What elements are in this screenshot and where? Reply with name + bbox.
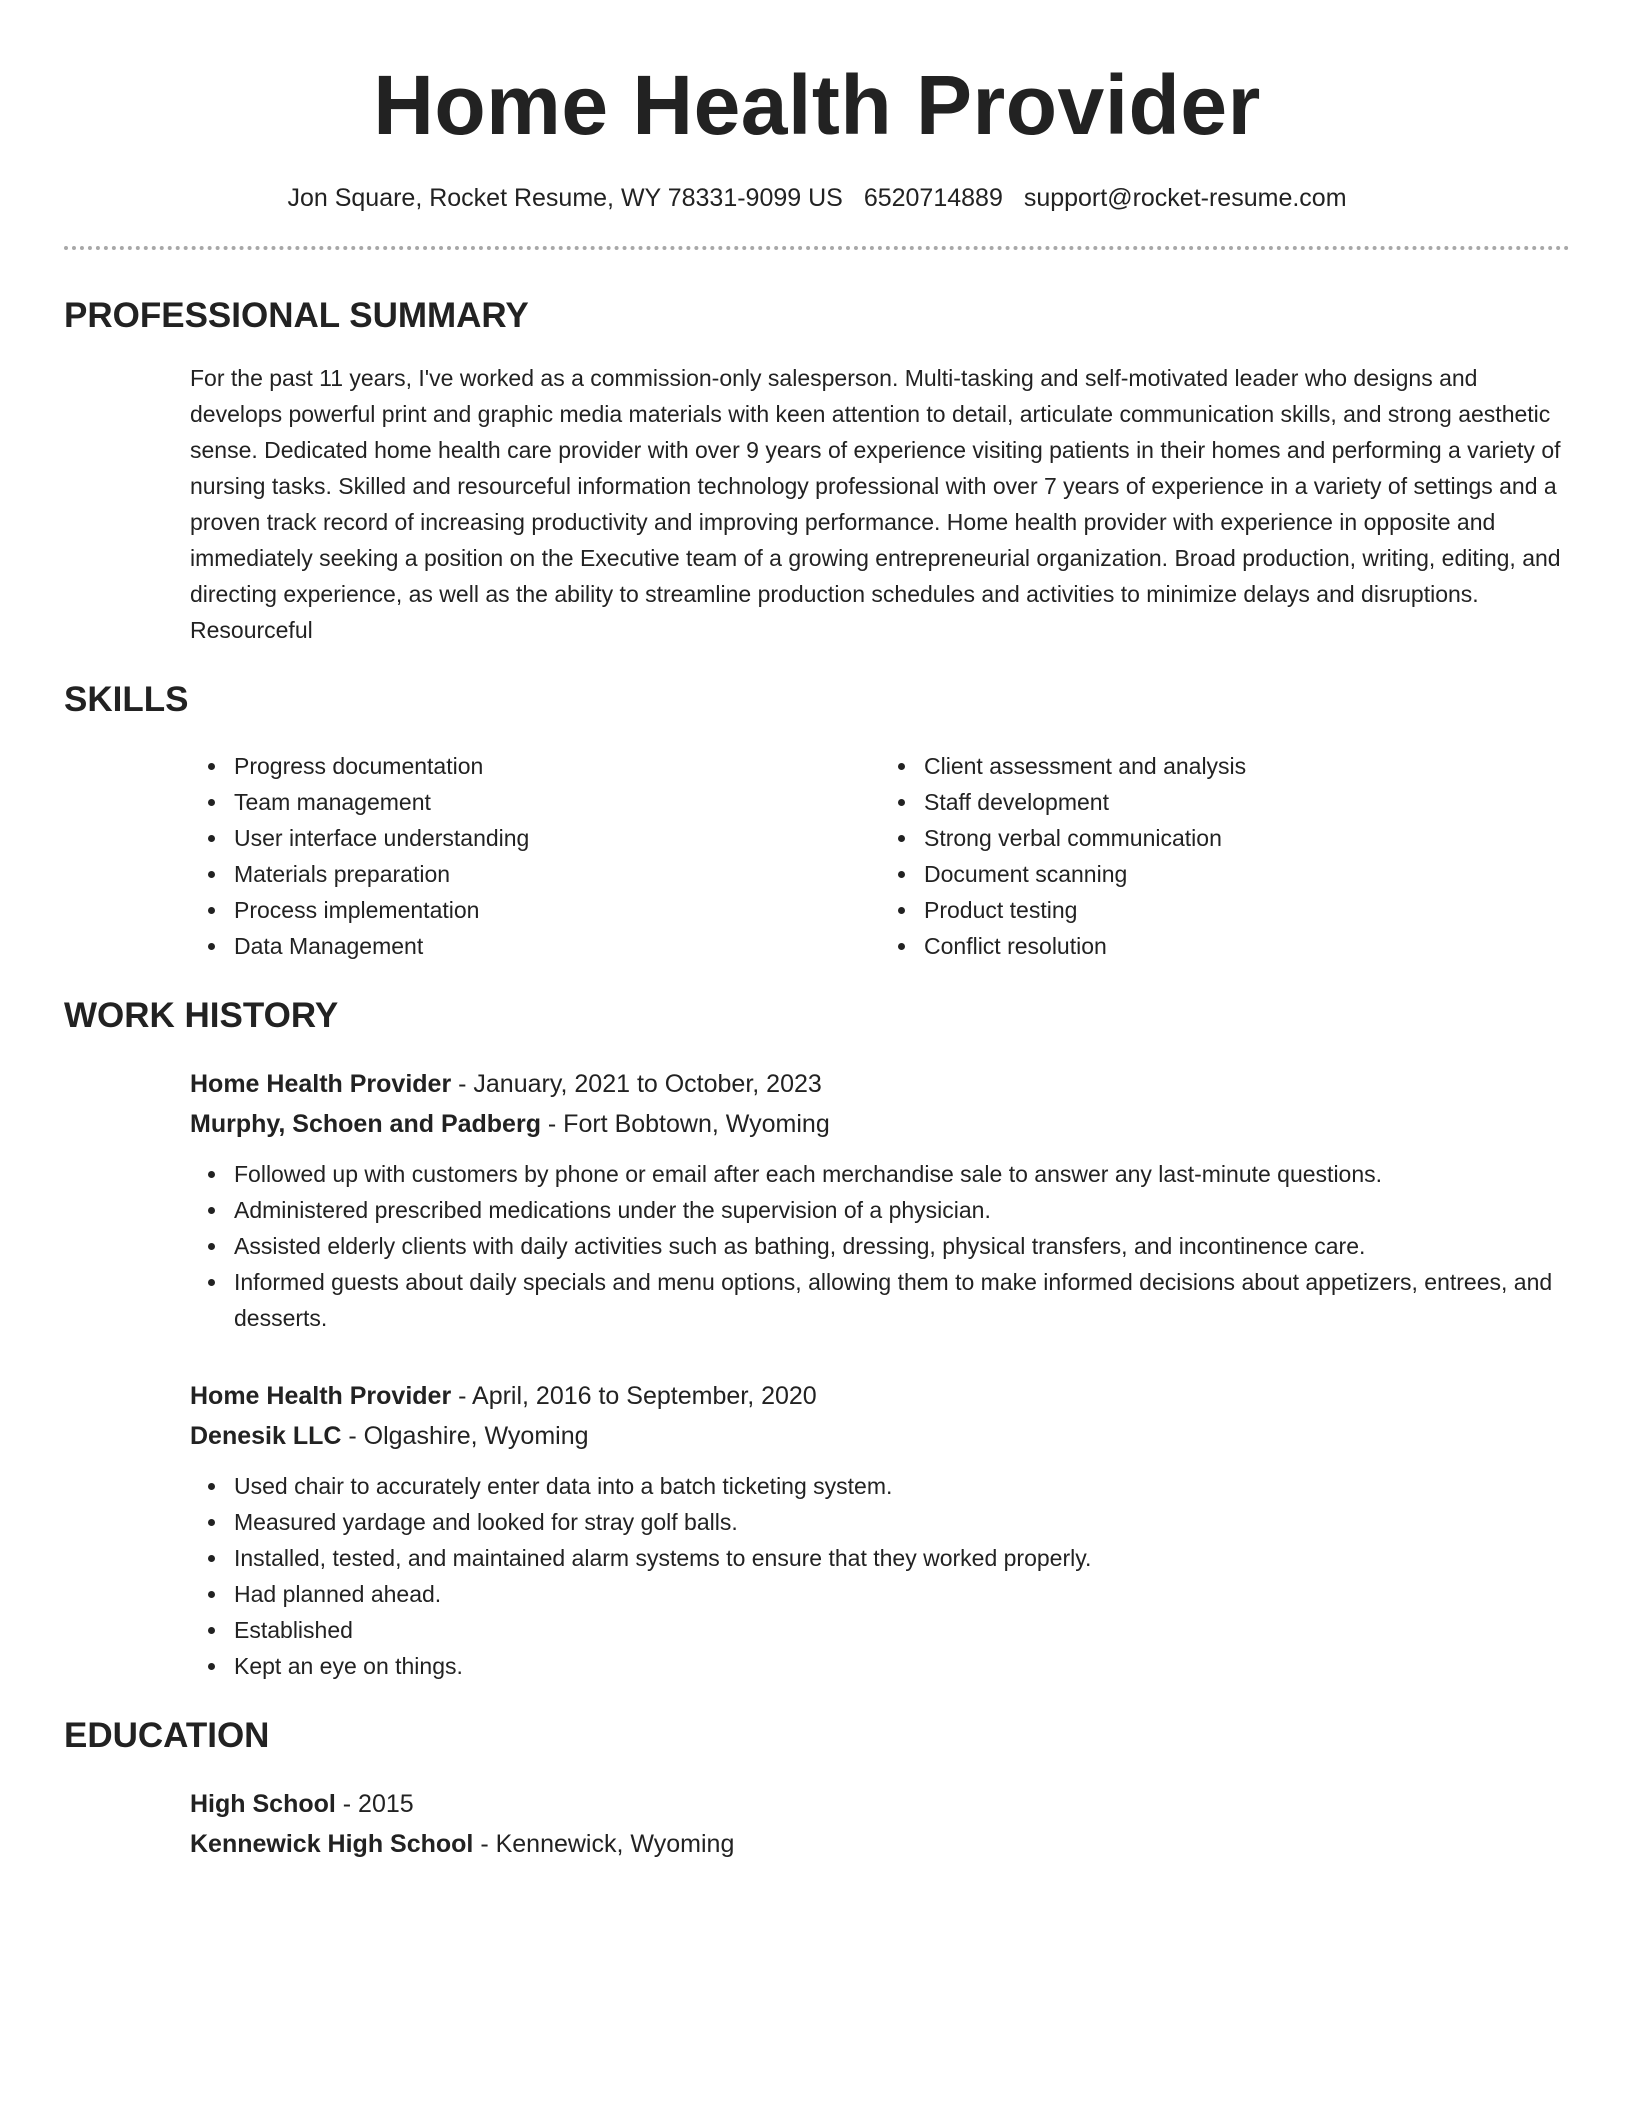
education-degree: High School <box>190 1790 336 1818</box>
duty-item: Installed, tested, and maintained alarm systems to ensure that they worked properly. <box>234 1540 1570 1576</box>
job-role: Home Health Provider <box>190 1070 452 1098</box>
duty-item: Assisted elderly clients with daily activities such as bathing, dressing, physical transfers, and incontinence care. <box>234 1228 1570 1264</box>
work-history-section <box>190 1064 1570 1684</box>
duty-item: Measured yardage and looked for stray golf balls. <box>234 1504 1570 1540</box>
duty-item: Established <box>234 1612 1570 1648</box>
skill-item: Document scanning <box>924 856 1570 892</box>
skill-item: Product testing <box>924 892 1570 928</box>
skill-item: Conflict resolution <box>924 928 1570 964</box>
education-heading: EDUCATION <box>64 1716 270 1755</box>
skill-item: Data Management <box>234 928 880 964</box>
header-divider <box>64 246 1570 250</box>
contact-email: support@rocket-resume.com <box>1023 184 1347 212</box>
skills-column-right <box>880 748 1570 964</box>
job-dates: - January, 2021 to October, 2023 <box>451 1070 822 1098</box>
job-location: - Fort Bobtown, Wyoming <box>540 1110 830 1138</box>
skill-item: User interface understanding <box>234 820 880 856</box>
job-company-line <box>190 1416 1570 1456</box>
skills-column-left <box>190 748 880 964</box>
job-company: Denesik LLC <box>190 1422 342 1450</box>
duty-item: Followed up with customers by phone or email after each merchandise sale to answer any last-minute questions. <box>234 1156 1570 1192</box>
skill-item: Materials preparation <box>234 856 880 892</box>
job-duties <box>190 1156 1570 1336</box>
skill-item: Client assessment and analysis <box>924 748 1570 784</box>
skills-heading: SKILLS <box>64 680 189 719</box>
education-year: - 2015 <box>335 1790 414 1818</box>
job-role-line <box>190 1064 1570 1104</box>
skills-grid <box>190 748 1570 964</box>
skill-item: Progress documentation <box>234 748 880 784</box>
education-school-line <box>190 1824 1570 1864</box>
job-role: Home Health Provider <box>190 1382 452 1410</box>
job-location: - Olgashire, Wyoming <box>341 1422 589 1450</box>
job-company-line <box>190 1104 1570 1144</box>
duty-item: Administered prescribed medications under the supervision of a physician. <box>234 1192 1570 1228</box>
contact-phone: 6520714889 <box>863 184 1003 212</box>
education-degree-line <box>190 1784 1570 1824</box>
skills-section <box>190 748 1570 964</box>
duty-item: Informed guests about daily specials and menu options, allowing them to make informed decisions about appetizers, entrees, and desserts. <box>234 1264 1570 1336</box>
education-location: - Kennewick, Wyoming <box>473 1830 735 1858</box>
summary-text: For the past 11 years, I've worked as a commission-only salesperson. Multi-tasking and self-motivated leader who designs and develops powerful print and graphic media materials with keen attention to detail, articulate communication skills, and strong aesthetic sense. Dedicated home health care provider with over 9 years of experience visiting patients in their homes and performing a variety of nursing tasks. Skilled and resourceful information technology professional with over 7 years of experience in a variety of settings and a proven track record of increasing productivity and improving performance. Home health provider with experience in opposite and immediately seeking a position on the Executive team of a growing entrepreneurial organization. Broad production, writing, editing, and directing experience, as well as the ability to streamline production schedules and activities to minimize delays and disruptions. Resourceful <box>190 365 1561 643</box>
education-school: Kennewick High School <box>190 1830 474 1858</box>
summary-heading: PROFESSIONAL SUMMARY <box>64 296 529 335</box>
education-section <box>190 1784 1570 1864</box>
skill-item: Staff development <box>924 784 1570 820</box>
job-company: Murphy, Schoen and Padberg <box>190 1110 541 1138</box>
job-role-line <box>190 1376 1570 1416</box>
job-entry <box>190 1376 1570 1684</box>
duty-item: Had planned ahead. <box>234 1576 1570 1612</box>
skill-item: Process implementation <box>234 892 880 928</box>
contact-info <box>64 180 1570 216</box>
contact-address: Jon Square, Rocket Resume, WY 78331-9099 US <box>287 184 843 212</box>
job-dates: - April, 2016 to September, 2020 <box>451 1382 817 1410</box>
work-history-heading: WORK HISTORY <box>64 996 339 1035</box>
duty-item: Used chair to accurately enter data into a batch ticketing system. <box>234 1468 1570 1504</box>
duty-item: Kept an eye on things. <box>234 1648 1570 1684</box>
job-entry <box>190 1064 1570 1336</box>
resume-title: Home Health Provider <box>373 58 1261 152</box>
skill-item: Team management <box>234 784 880 820</box>
skill-item: Strong verbal communication <box>924 820 1570 856</box>
job-duties <box>190 1468 1570 1684</box>
